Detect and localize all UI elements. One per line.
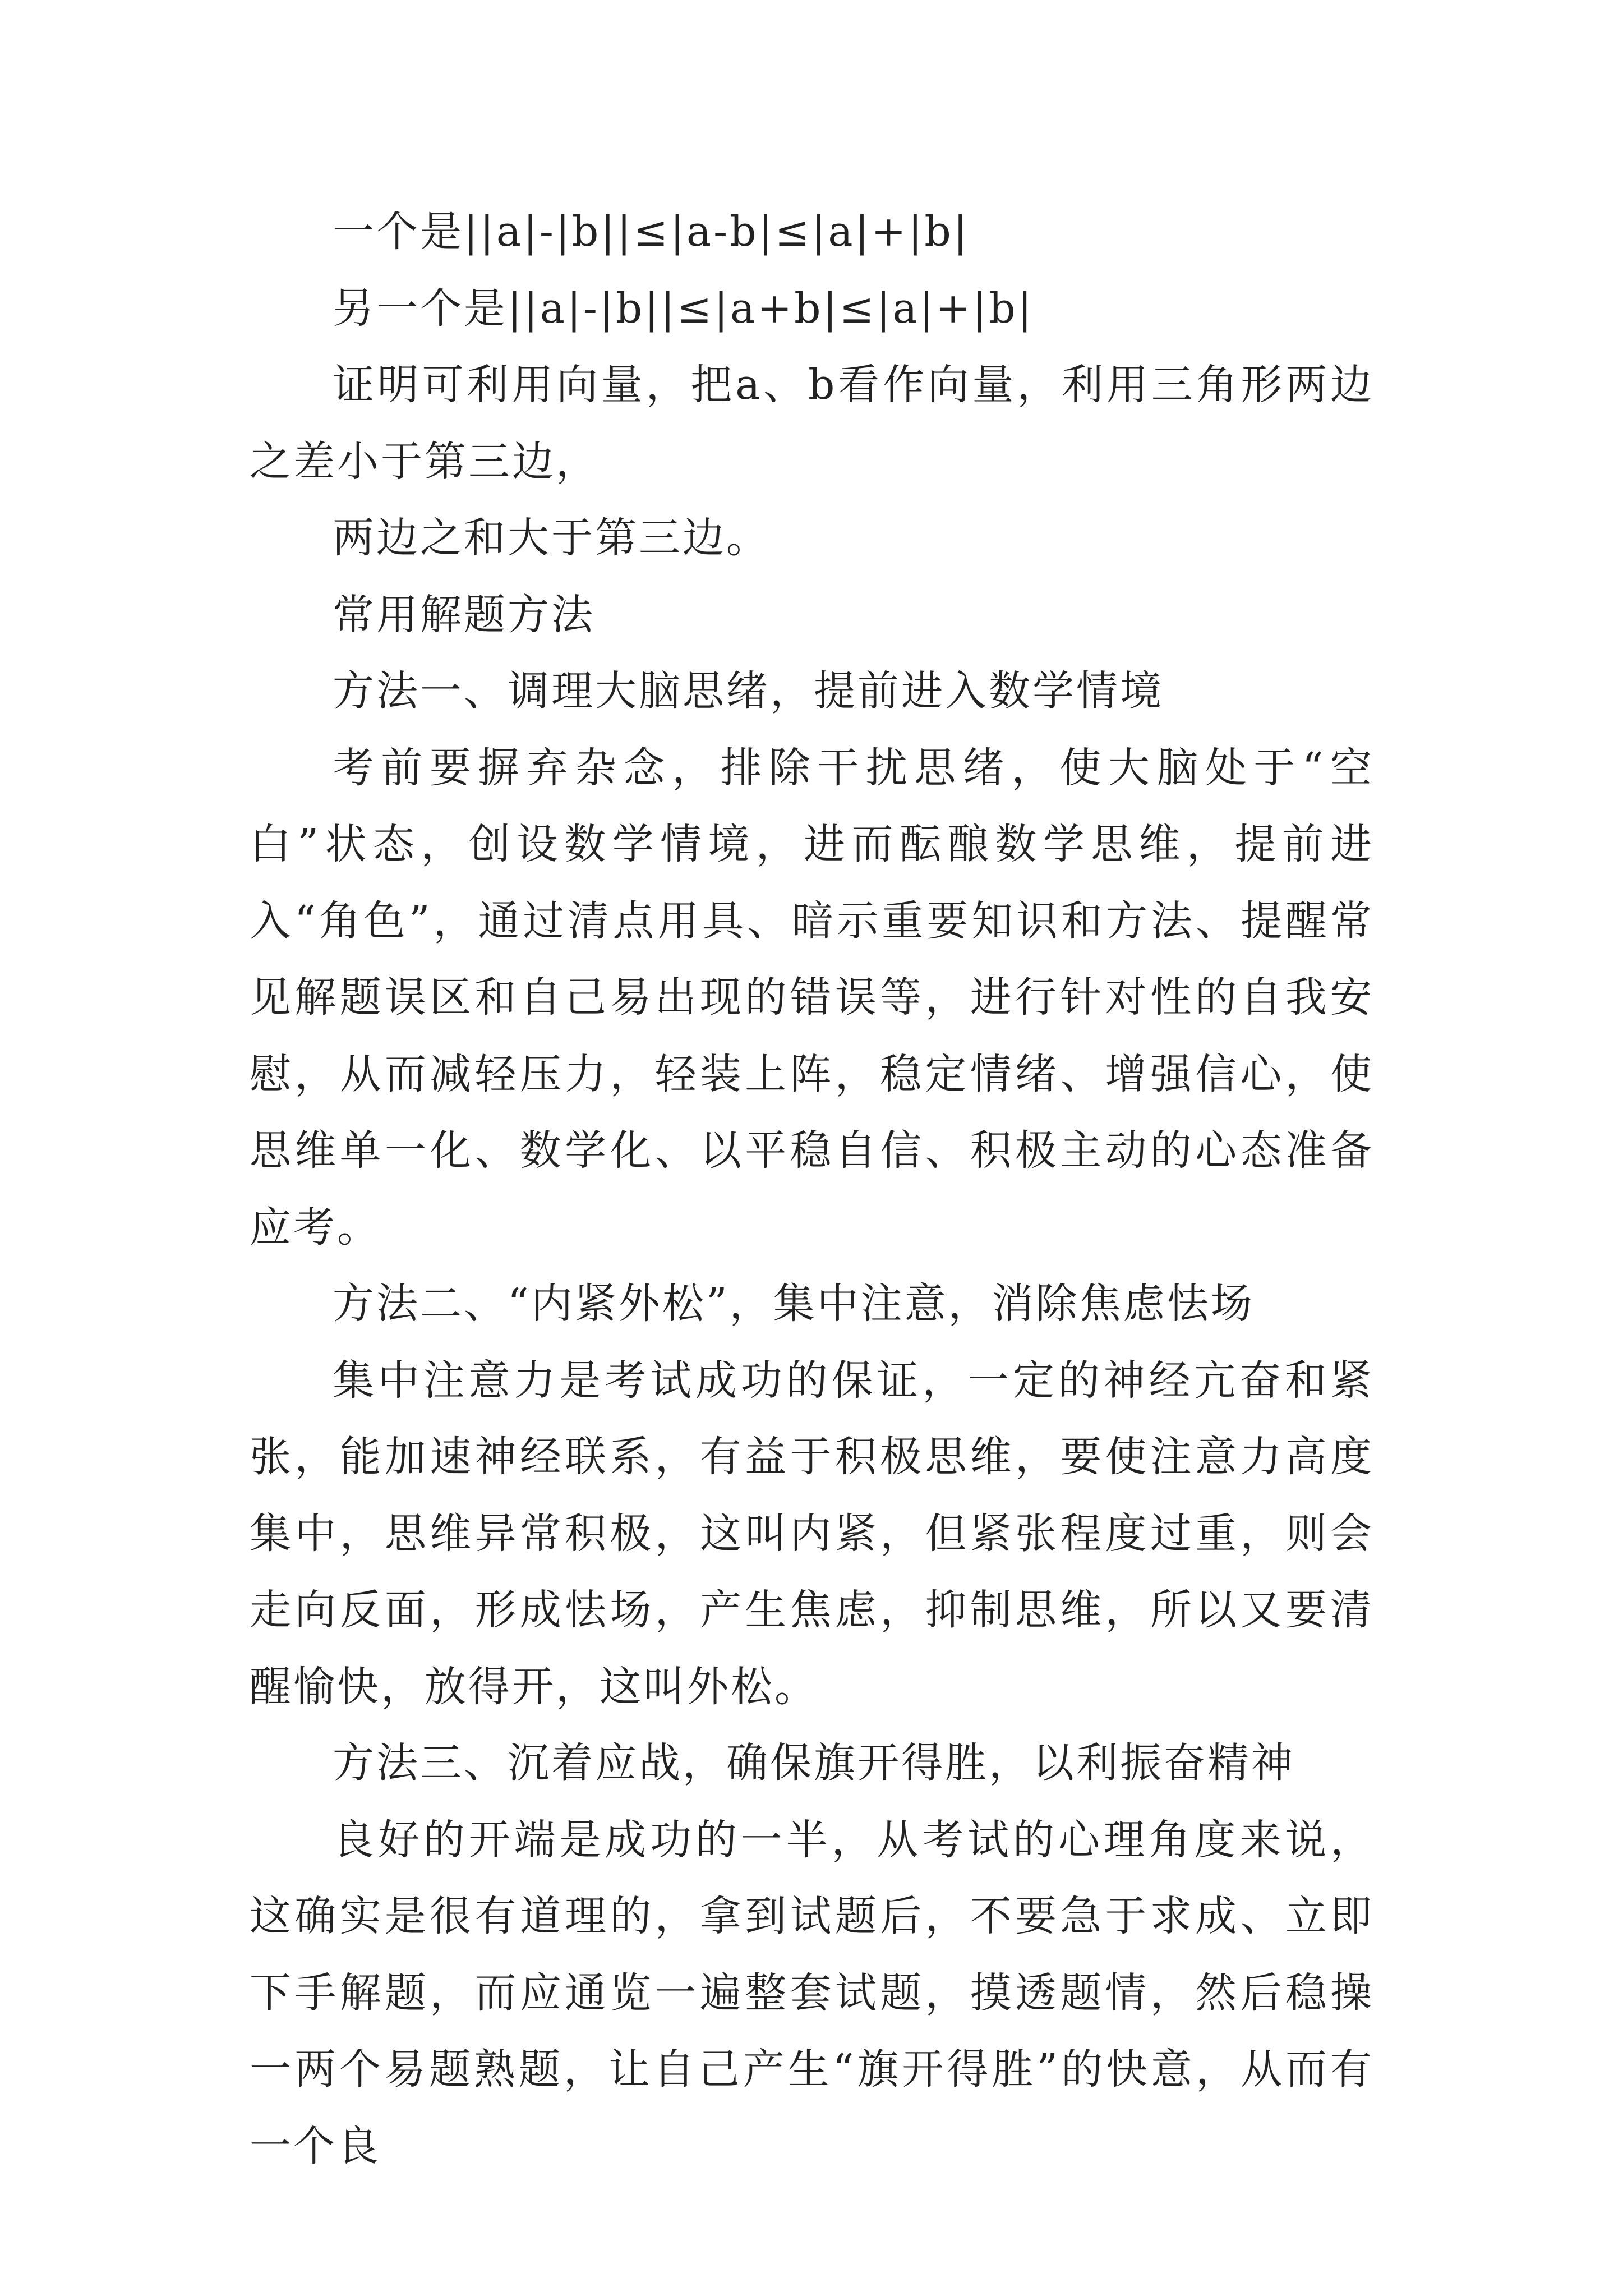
section-heading-methods: 常用解题方法 <box>333 590 595 639</box>
method-three-heading: 方法三、沉着应战，确保旗开得胜，以利振奋精神 <box>333 1739 1295 1787</box>
method-three-body: 良好的开端是成功的一半，从考试的心理角度来说，这确实是很有道理的，拿到试题后，不要急于求成、立即下手解题，而应通览一遍整套试题，摸透题情，然后稳操一两个易题熟题，让自己产生“旗开得胜”的快意，从而有一个良 <box>250 1815 1374 2170</box>
document-body <box>250 194 1374 2184</box>
paragraph-inequality-2: 另一个是||a|-|b||≤|a+b|≤|a|+|b| <box>333 284 1034 333</box>
method-two-body: 集中注意力是考试成功的保证，一定的神经亢奋和紧张，能加速神经联系，有益于积极思维，要使注意力高度集中，思维异常积极，这叫内紧，但紧张程度过重，则会走向反面，形成怯场，产生焦虑，抑制思维，所以又要清醒愉快，放得开，这叫外松。 <box>250 1356 1374 1711</box>
paragraph-proof: 证明可利用向量，把a、b看作向量，利用三角形两边之差小于第三边， <box>250 361 1374 486</box>
method-one-body: 考前要摒弃杂念，排除干扰思绪，使大脑处于“空白”状态，创设数学情境，进而酝酿数学思维，提前进入“角色”，通过清点用具、暗示重要知识和方法、提醒常见解题误区和自己易出现的错误等，进行针对性的自我安慰，从而减轻压力，轻装上阵，稳定情绪、增强信心，使思维单一化、数学化、以平稳自信、积极主动的心态准备应考。 <box>250 743 1374 1251</box>
method-one-heading: 方法一、调理大脑思绪，提前进入数学情境 <box>333 667 1164 715</box>
paragraph-proof-continued: 两边之和大于第三边。 <box>333 514 770 562</box>
paragraph-inequality-1: 一个是||a|-|b||≤|a-b|≤|a|+|b| <box>333 208 970 256</box>
method-two-heading: 方法二、“内紧外松”，集中注意，消除焦虑怯场 <box>333 1280 1255 1328</box>
